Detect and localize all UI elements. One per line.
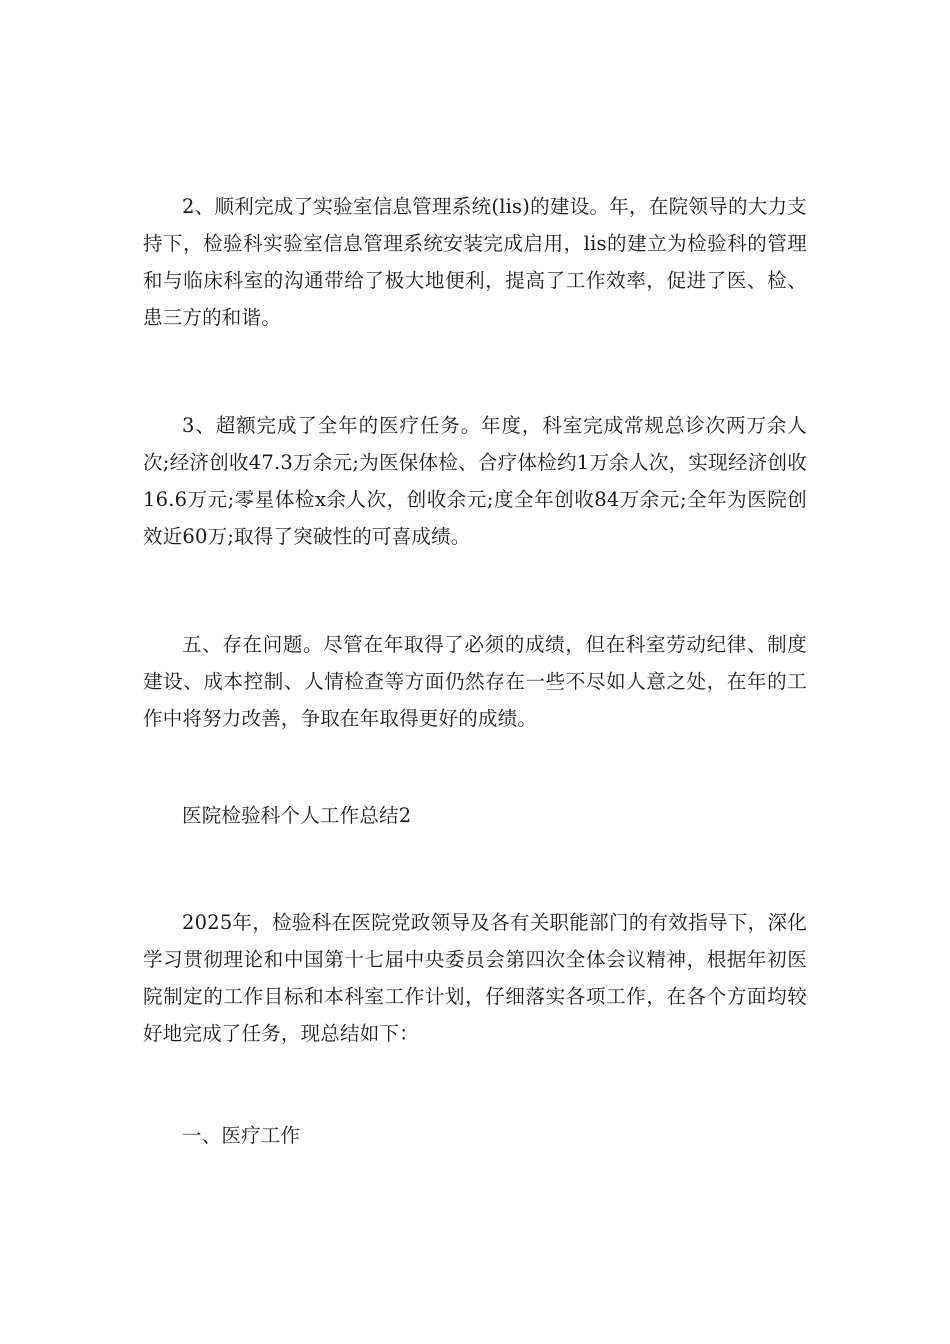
paragraph-intro-2025: 2025年，检验科在医院党政领导及各有关职能部门的有效指导下，深化学习贯彻理论和中国第十七届中央委员会第四次全体会议精神，根据年初医院制定的工作目标和本科室工作计划，仔细落实各项工作，在各个方面均较好地完成了任务，现总结如下： <box>143 911 807 1045</box>
paragraph-lis-system: 2、顺利完成了实验室信息管理系统(lis)的建设。年，在院领导的大力支持下，检验科实验室信息管理系统安装完成启用，lis的建立为检验科的管理和与临床科室的沟通带给了极大地便利，提高了工作效率，促进了医、检、患三方的和谐。 <box>143 195 807 329</box>
subsection-title-medical-work: 一、医疗工作 <box>182 1124 301 1147</box>
paragraph-medical-tasks: 3、超额完成了全年的医疗任务。年度，科室完成常规总诊次两万余人次;经济创收47.3万余元;为医保体检、合疗体检约1万余人次，实现经济创收16.6万元;零星体检x余人次，创收余元;度全年创收84万余元;全年为医院创效近60万;取得了突破性的可喜成绩。 <box>143 414 807 548</box>
paragraph-existing-problems: 五、存在问题。尽管在年取得了必须的成绩，但在科室劳动纪律、制度建设、成本控制、人情检查等方面仍然存在一些不尽如人意之处，在年的工作中将努力改善，争取在年取得更好的成绩。 <box>143 633 807 730</box>
section-title-summary-2: 医院检验科个人工作总结2 <box>182 804 412 827</box>
